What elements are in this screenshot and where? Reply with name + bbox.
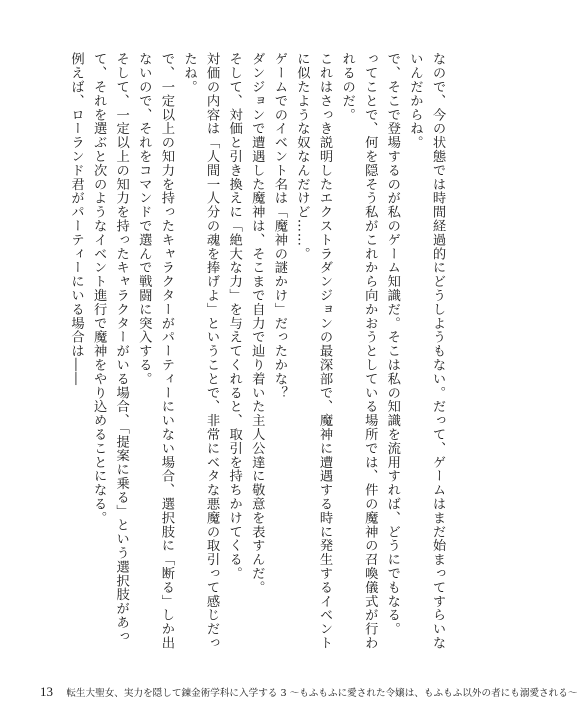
text-line: ないので、それをコマンドで選んで戦闘に突入する。 [136, 52, 152, 386]
body-text [64, 52, 448, 658]
text-line: れるのだ。 [339, 52, 355, 122]
text-line: ゲームでのイベント名は「魔神の謎かけ」だったかな？ [271, 52, 287, 400]
text-line: に似たような奴なんだけど……。 [294, 52, 310, 261]
text-line: いんだからね。 [407, 52, 423, 150]
text-line: で、そこで登場するのが私のゲーム知識だ。そこは私の知識を流用すれば、どうにでもなる。 [384, 52, 400, 636]
text-line: そして、一定以上の知力を持ったキャラクターがいる場合、「提案に乗る」という選択肢があっ [113, 52, 129, 644]
page-footer [40, 684, 577, 700]
text-line: 例えば、ローランド君がパーティーにいる場合は―― [68, 52, 84, 386]
text-line: たね。 [181, 52, 197, 94]
text-line: 対価の内容は「人間一人分の魂を捧げよ」ということで、非常にベタな悪魔の取引って感じだっ [204, 52, 220, 650]
page-number: 13 [40, 684, 53, 699]
running-title: 転生大聖女、実力を隠して錬金術学科に入学する 3 ～もふもふに愛された令嬢は、もふもふ以外の者にも溺愛される～ [66, 688, 577, 699]
text-line: ってことで、何を隠そう私がこれから向かおうとしている場所では、件の魔神の召喚儀式が行わ [362, 52, 378, 650]
text-line: これはさっき説明したエクストラダンジョンの最深部で、魔神に遭遇する時に発生するイベント [317, 52, 333, 650]
text-line: なので、今の状態では時間経過的にどうしようもない。だって、ゲームはまだ始まってすらいな [430, 52, 445, 650]
text-line: そして、対価と引き換えに「絶大な力」を与えてくれると、取引を持ちかけてくる。 [226, 52, 242, 581]
text-line: て、それを選ぶと次のようなイベント進行で魔神をやり込めることになる。 [91, 52, 107, 525]
text-line: ダンジョンで遭遇した魔神は、そこまで自力で辿り着いた主人公達に敬意を表すんだ。 [249, 52, 265, 595]
text-line: で、一定以上の知力を持ったキャラクターがパーティーにいない場合、選択肢に「断る」しか出 [158, 52, 174, 650]
